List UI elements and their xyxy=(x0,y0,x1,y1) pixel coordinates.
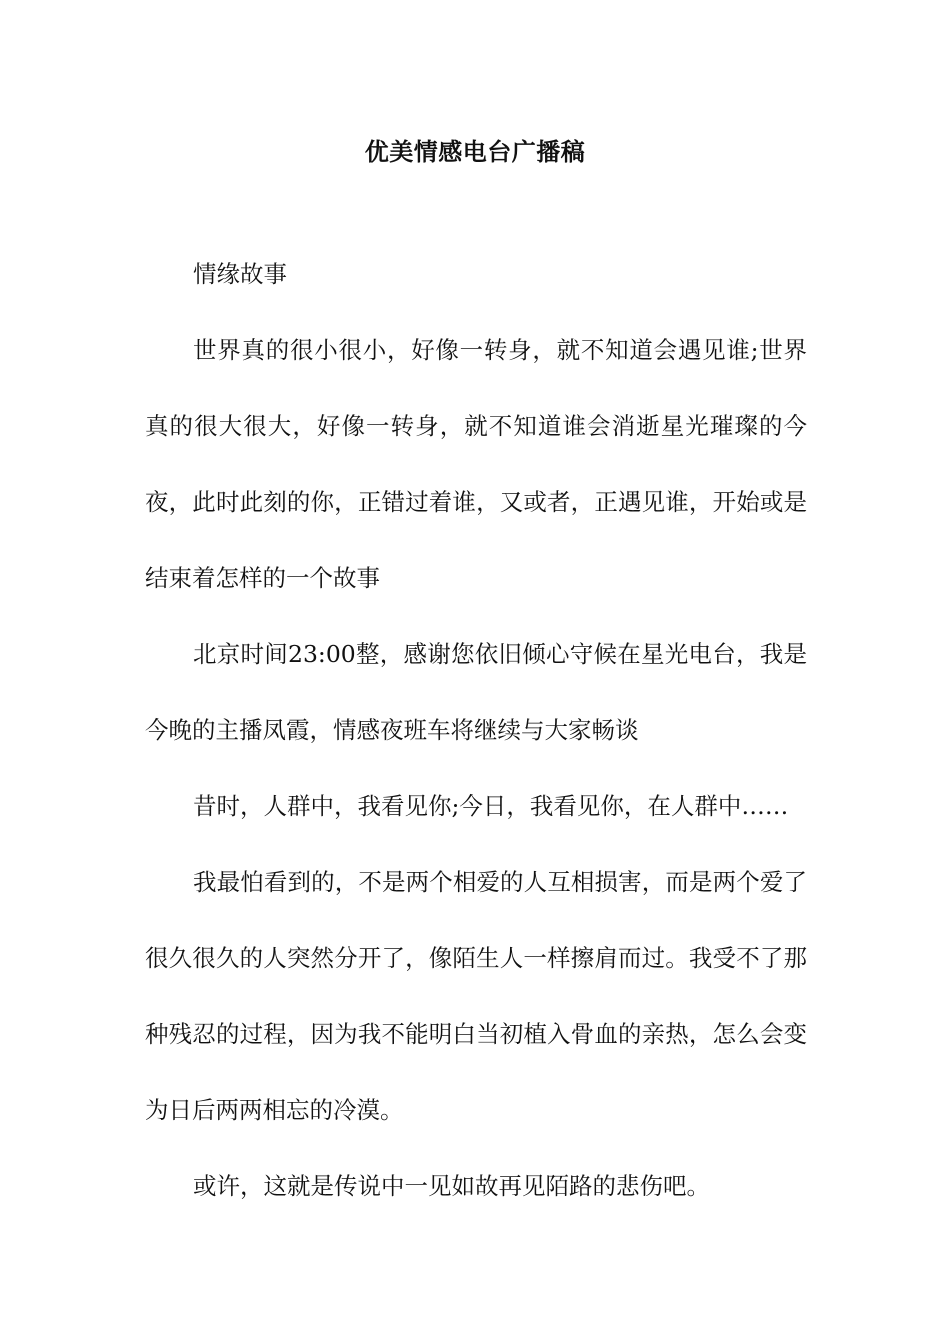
document-body xyxy=(145,255,807,1243)
paragraph: 世界真的很小很小，好像一转身，就不知道会遇见谁;世界真的很大很大，好像一转身，就不知道谁会消逝星光璀璨的今夜，此时此刻的你，正错过着谁，又或者，正遇见谁，开始或是结束着怎样的一个故事 xyxy=(145,336,807,592)
paragraph: 北京时间23:00整，感谢您依旧倾心守候在星光电台，我是今晚的主播凤霞，情感夜班车将继续与大家畅谈 xyxy=(145,640,807,744)
paragraph: 或许，这就是传说中一见如故再见陌路的悲伤吧。 xyxy=(193,1172,710,1200)
paragraph: 昔时，人群中，我看见你;今日，我看见你，在人群中…… xyxy=(193,792,789,820)
document-title: 优美情感电台广播稿 xyxy=(364,137,586,166)
paragraph: 我最怕看到的，不是两个相爱的人互相损害，而是两个爱了很久很久的人突然分开了，像陌生人一样擦肩而过。我受不了那种残忍的过程，因为我不能明白当初植入骨血的亲热，怎么会变为日后两两相忘的冷漠。 xyxy=(145,868,807,1124)
paragraph-heading: 情缘故事 xyxy=(193,260,287,288)
